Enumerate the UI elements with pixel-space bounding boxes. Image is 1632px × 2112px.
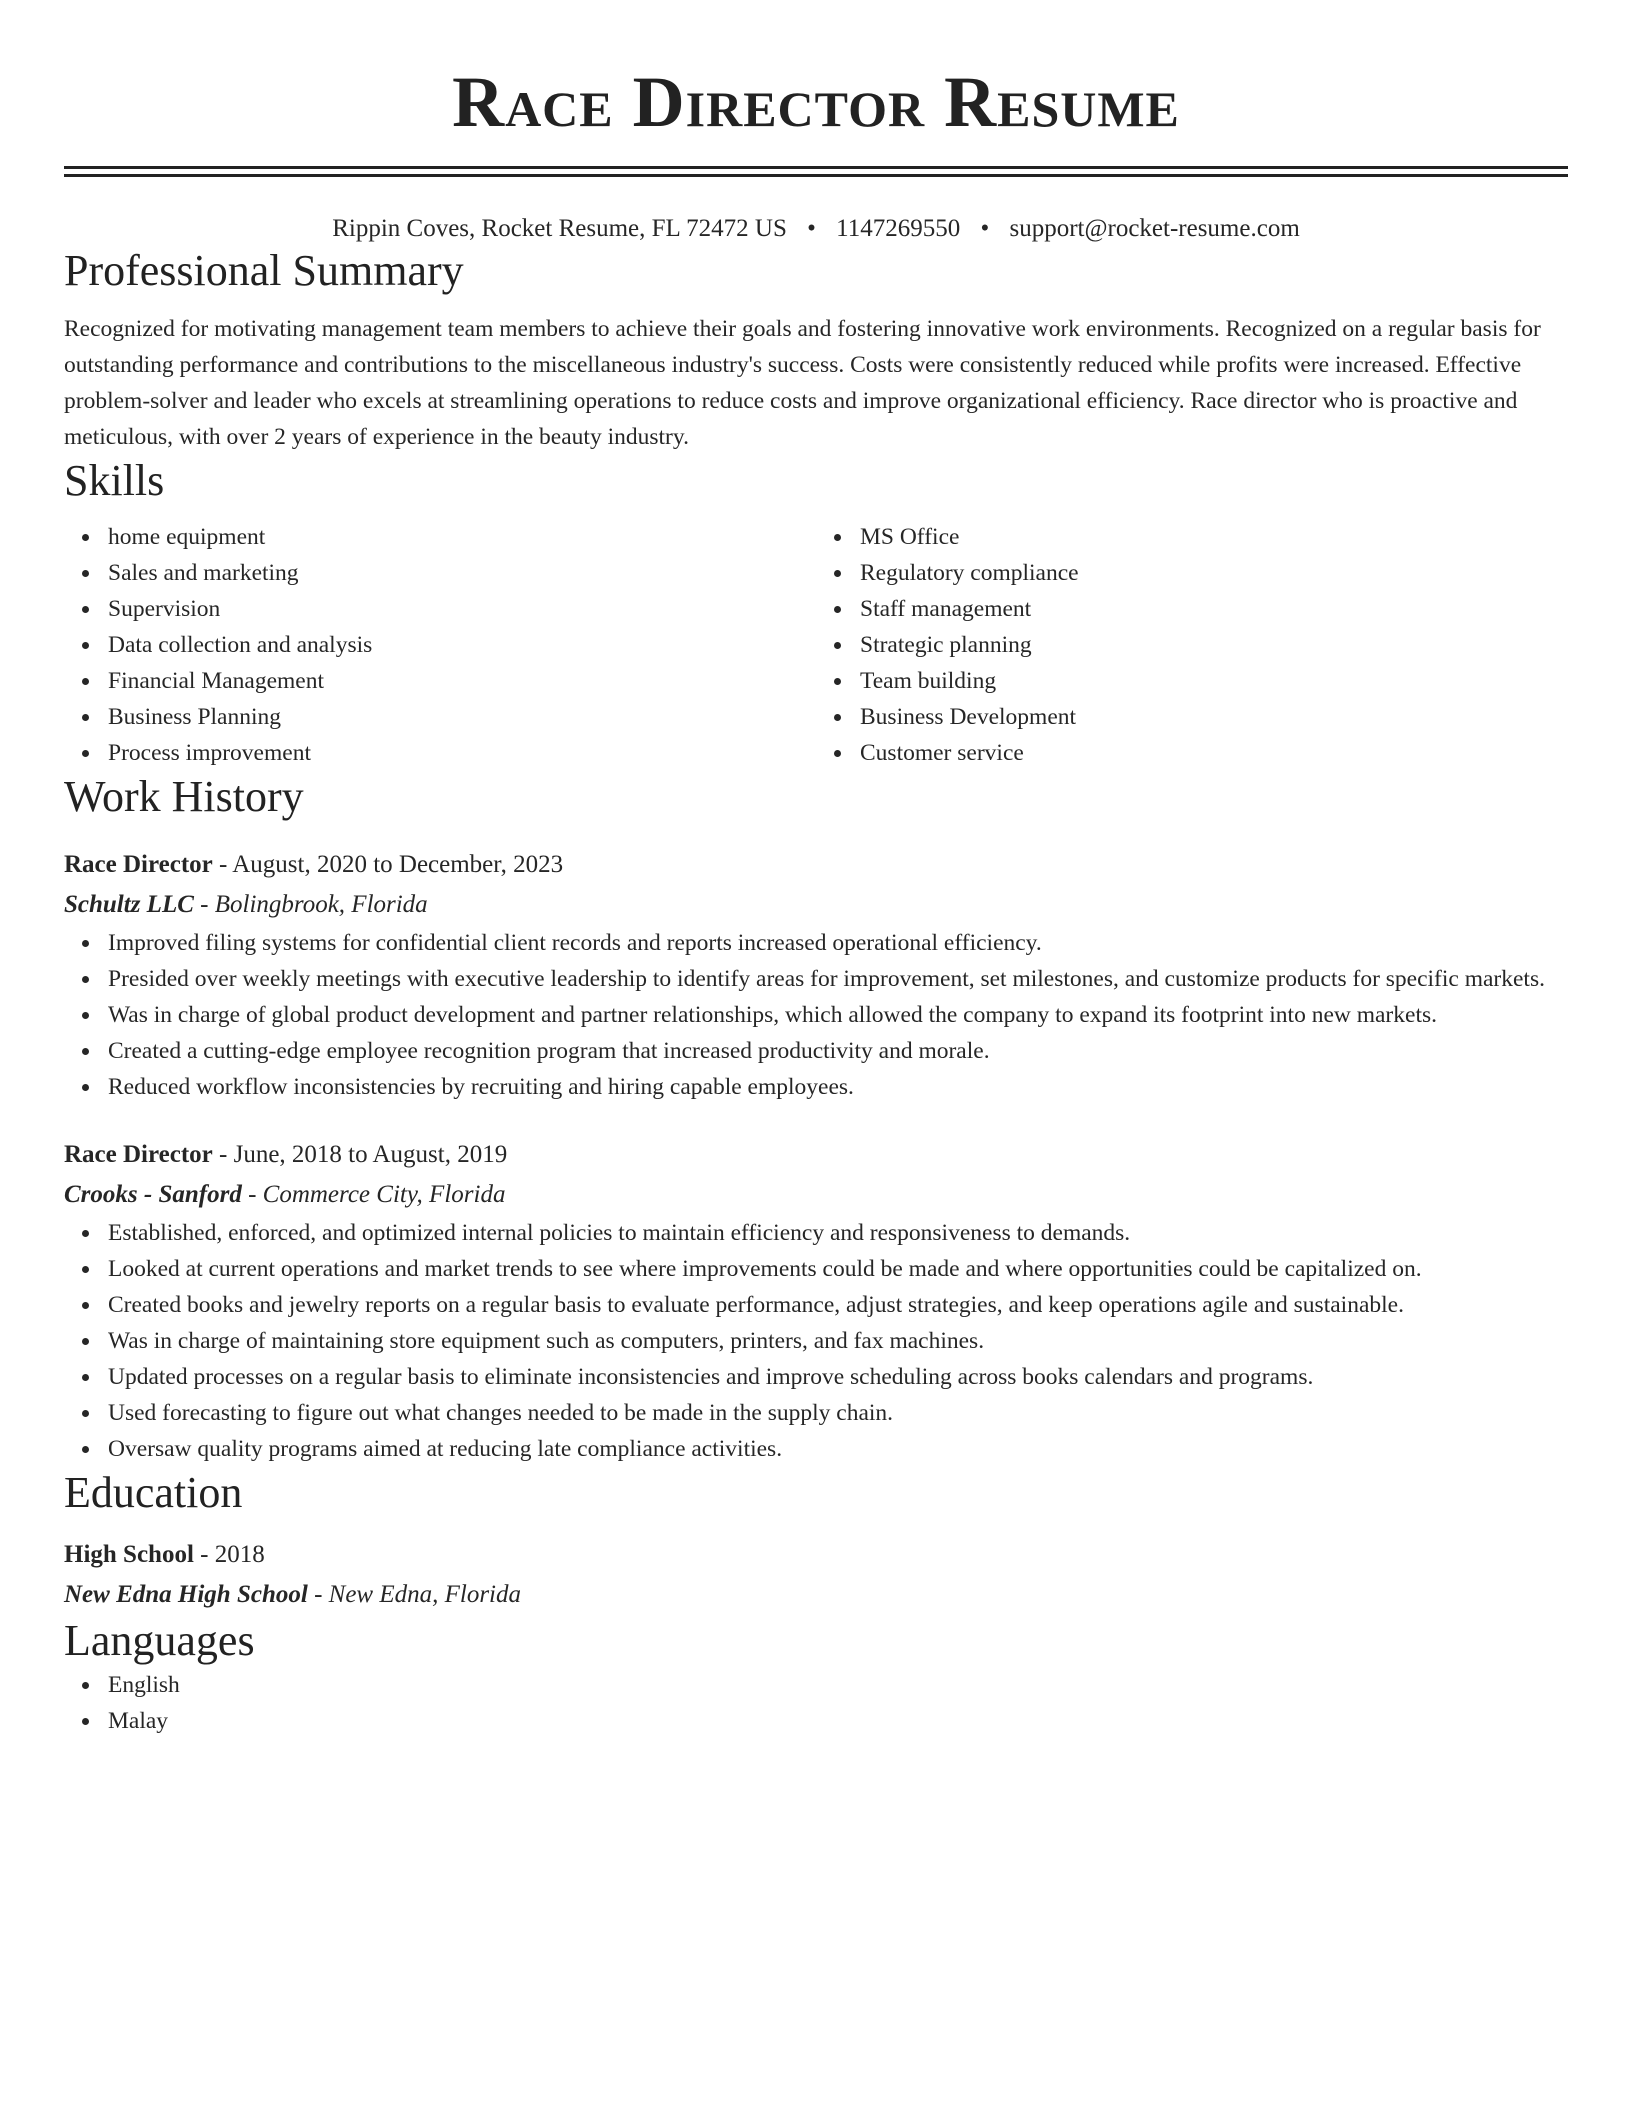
- skill-item: Regulatory compliance: [860, 555, 1568, 591]
- education-heading: Education: [64, 1468, 243, 1517]
- job-role: Race Director: [64, 851, 213, 878]
- job-bullet: Created a cutting-edge employee recognition program that increased productivity and morale.: [108, 1033, 1568, 1069]
- skills-right-list: [816, 519, 1568, 771]
- contact-separator: •: [807, 215, 816, 242]
- skill-item: Business Development: [860, 699, 1568, 735]
- job-role: Race Director: [64, 1141, 213, 1168]
- skill-item: Business Planning: [108, 699, 816, 735]
- languages-heading: Languages: [64, 1616, 255, 1665]
- skill-item: Data collection and analysis: [108, 627, 816, 663]
- job-title-line: [64, 1135, 1568, 1175]
- title-double-rule: [64, 166, 1568, 177]
- skill-item: Team building: [860, 663, 1568, 699]
- job-bullet: Updated processes on a regular basis to eliminate inconsistencies and improve scheduling across books calendars and programs.: [108, 1359, 1568, 1395]
- language-item: English: [108, 1667, 1568, 1703]
- job-entry: [64, 845, 1568, 1105]
- job-entry: [64, 1135, 1568, 1467]
- skills-columns: [64, 519, 1568, 771]
- skill-item: Financial Management: [108, 663, 816, 699]
- job-bullet: Oversaw quality programs aimed at reducing late compliance activities.: [108, 1431, 1568, 1467]
- job-company: Crooks - Sanford: [64, 1181, 242, 1208]
- job-dates: - August, 2020 to December, 2023: [212, 851, 564, 878]
- resume-title: Race Director Resume: [452, 62, 1180, 142]
- skill-item: Strategic planning: [860, 627, 1568, 663]
- education-school-line: [64, 1575, 1568, 1615]
- education-location: - New Edna, Florida: [307, 1581, 521, 1608]
- skill-item: MS Office: [860, 519, 1568, 555]
- job-bullet-list: [64, 1215, 1568, 1467]
- skill-item: Process improvement: [108, 735, 816, 771]
- job-bullet: Was in charge of global product development and partner relationships, which allowed the company to expand its footprint into new markets.: [108, 997, 1568, 1033]
- job-dates: - June, 2018 to August, 2019: [212, 1141, 508, 1168]
- education-school: New Edna High School: [64, 1581, 308, 1608]
- education-degree-line: [64, 1535, 1568, 1575]
- company-line: [64, 1175, 1568, 1215]
- education-degree: High School: [64, 1541, 194, 1568]
- job-bullet: Was in charge of maintaining store equipment such as computers, printers, and fax machines.: [108, 1323, 1568, 1359]
- job-bullet: Looked at current operations and market trends to see where improvements could be made and where opportunities could be capitalized on.: [108, 1251, 1568, 1287]
- contact-address: Rippin Coves, Rocket Resume, FL 72472 US: [332, 215, 787, 242]
- job-bullet: Created books and jewelry reports on a regular basis to evaluate performance, adjust strategies, and keep operations agile and sustainable.: [108, 1287, 1568, 1323]
- job-bullet-list: [64, 925, 1568, 1105]
- skill-item: Sales and marketing: [108, 555, 816, 591]
- language-item: Malay: [108, 1703, 1568, 1739]
- job-bullet: Reduced workflow inconsistencies by recruiting and hiring capable employees.: [108, 1069, 1568, 1105]
- contact-line: [64, 213, 1568, 245]
- job-bullet: Presided over weekly meetings with executive leadership to identify areas for improvement, set milestones, and customize products for specific markets.: [108, 961, 1568, 997]
- company-line: [64, 885, 1568, 925]
- skill-item: home equipment: [108, 519, 816, 555]
- job-location: - Bolingbrook, Florida: [193, 891, 428, 918]
- contact-phone: 1147269550: [836, 215, 961, 242]
- skill-item: Customer service: [860, 735, 1568, 771]
- education-entry: [64, 1535, 1568, 1615]
- skills-heading: Skills: [64, 456, 165, 505]
- contact-separator: •: [980, 215, 990, 242]
- job-location: - Commerce City, Florida: [241, 1181, 506, 1208]
- job-bullet: Used forecasting to figure out what changes needed to be made in the supply chain.: [108, 1395, 1568, 1431]
- education-year: - 2018: [193, 1541, 265, 1568]
- contact-email: support@rocket-resume.com: [1009, 215, 1300, 242]
- summary-heading: Professional Summary: [64, 246, 464, 295]
- skill-item: Supervision: [108, 591, 816, 627]
- skill-item: Staff management: [860, 591, 1568, 627]
- summary-text: Recognized for motivating management team members to achieve their goals and fostering innovative work environments. Recognized on a regular basis for outstanding performance and contributions to the miscellaneous industry's success. Costs were consistently reduced while profits were increased. Effective problem-solver and leader who excels at streamlining operations to reduce costs and improve organizational efficiency. Race director who is proactive and meticulous, with over 2 years of experience in the beauty industry.: [64, 316, 1541, 450]
- work-history-heading: Work History: [64, 772, 304, 821]
- job-company: Schultz LLC: [64, 891, 194, 918]
- job-title-line: [64, 845, 1568, 885]
- skills-left-list: [64, 519, 816, 771]
- languages-list: [64, 1667, 1568, 1739]
- job-bullet: Established, enforced, and optimized internal policies to maintain efficiency and responsiveness to demands.: [108, 1215, 1568, 1251]
- job-bullet: Improved filing systems for confidential client records and reports increased operational efficiency.: [108, 925, 1568, 961]
